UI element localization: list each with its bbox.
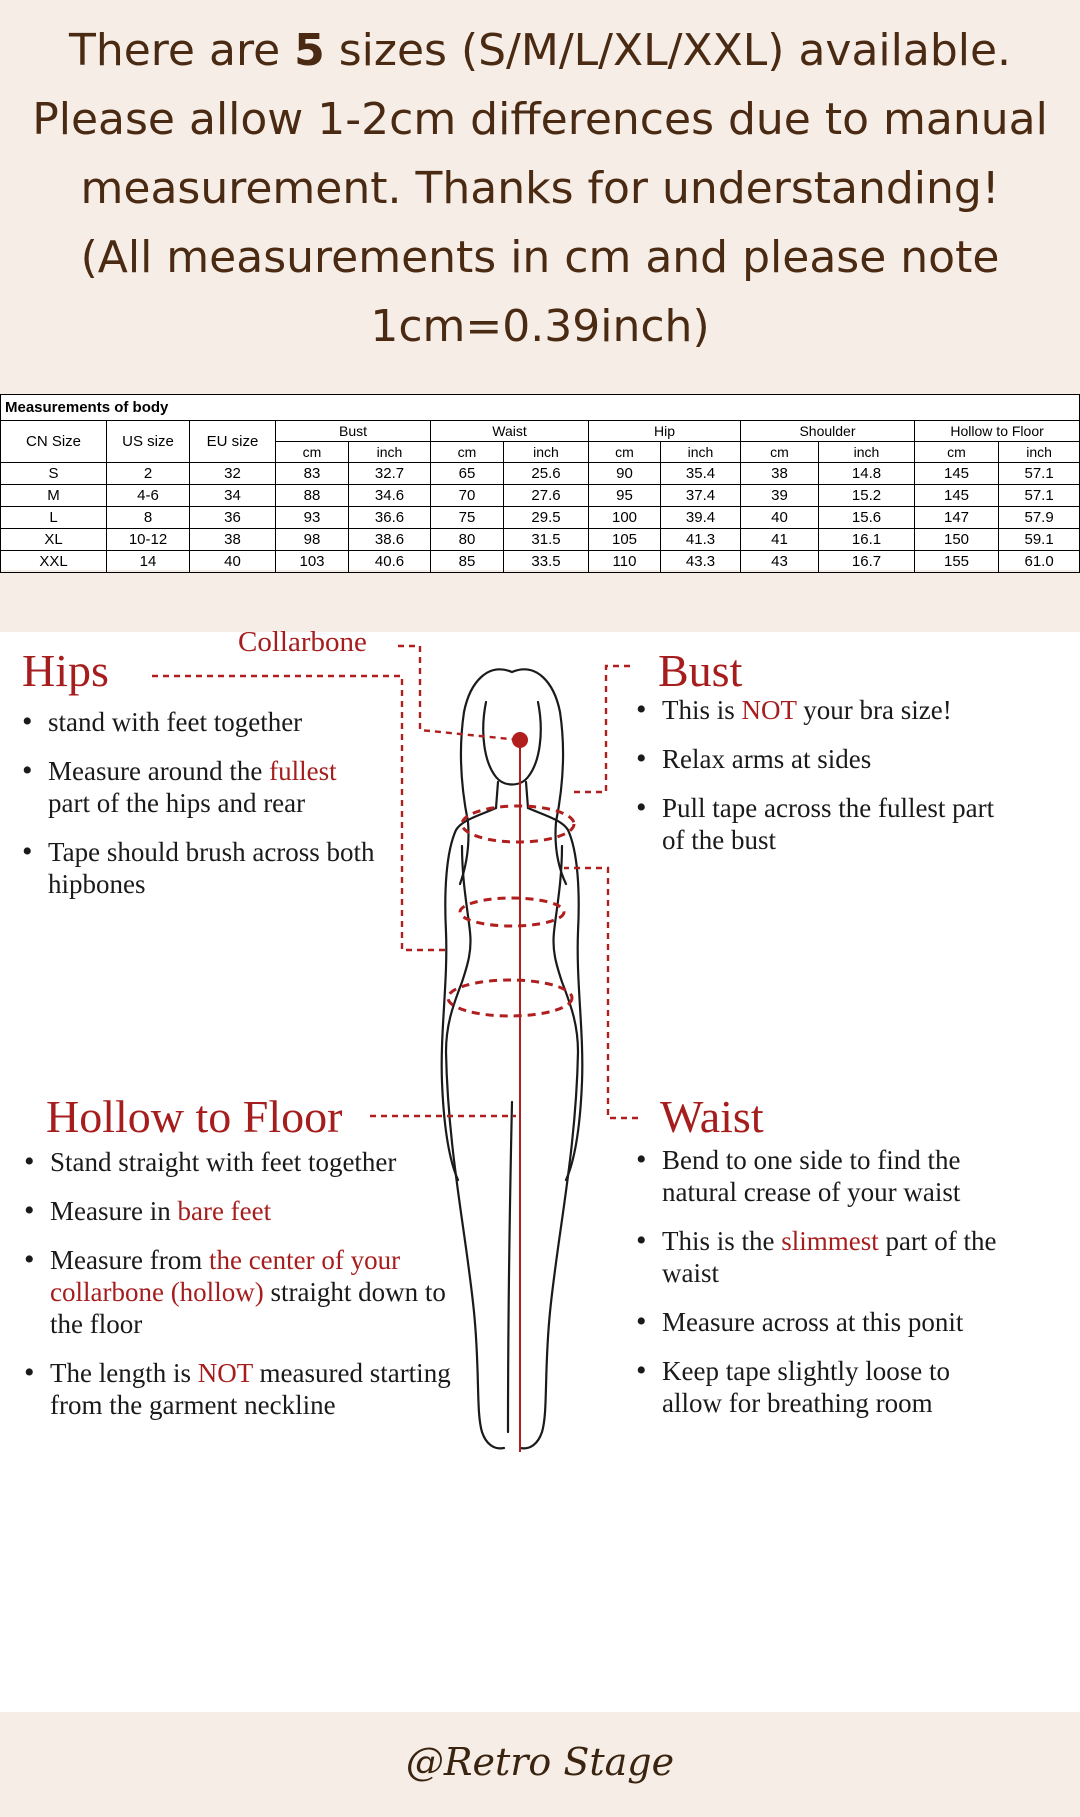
unit-inch: inch	[819, 442, 915, 463]
table-row	[1, 485, 1080, 507]
size-rows	[1, 463, 1080, 573]
table-cell: M	[1, 485, 107, 507]
measurement-guide	[0, 626, 1080, 1712]
bust-instructions	[636, 694, 1016, 873]
table-cell: 10-12	[107, 529, 190, 551]
table-cell: 37.4	[661, 485, 741, 507]
table-cell: 103	[276, 551, 349, 573]
hollow-to-floor-instructions	[24, 1146, 454, 1438]
size-table	[0, 394, 1080, 573]
table-cell: 93	[276, 507, 349, 529]
table-cell: 25.6	[504, 463, 589, 485]
table-cell: 16.1	[819, 529, 915, 551]
table-cell: 80	[431, 529, 504, 551]
hollow-emphasis: the center of your collarbone (hollow)	[50, 1245, 401, 1307]
table-cell: 29.5	[504, 507, 589, 529]
hollow-to-floor-heading: Hollow to Floor	[46, 1091, 343, 1142]
table-row	[1, 463, 1080, 485]
table-cell: 16.7	[819, 551, 915, 573]
table-caption: Measurements of body	[1, 395, 1080, 421]
table-cell: 40	[190, 551, 276, 573]
unit-cm: cm	[589, 442, 661, 463]
size-count: 5	[294, 25, 325, 76]
col-group-hip: Hip	[589, 421, 741, 442]
notice-line-5: 1cm=0.39inch)	[370, 301, 710, 352]
table-cell: 145	[915, 485, 999, 507]
waist-tip-text: Measure across at this ponit	[662, 1307, 964, 1337]
table-cell: 38	[190, 529, 276, 551]
table-cell: 38.6	[349, 529, 431, 551]
hips-tip-text: part of the hips and rear	[48, 788, 306, 818]
table-cell: 34	[190, 485, 276, 507]
table-row	[1, 529, 1080, 551]
col-group-bust: Bust	[276, 421, 431, 442]
table-cell: 88	[276, 485, 349, 507]
col-group-waist: Waist	[431, 421, 589, 442]
table-cell: XXL	[1, 551, 107, 573]
notice-line-2: Please allow 1-2cm differences due to manual	[32, 94, 1048, 145]
unit-cm: cm	[741, 442, 819, 463]
waist-leader	[564, 868, 638, 1118]
table-cell: 57.1	[999, 485, 1080, 507]
table-cell: 100	[589, 507, 661, 529]
bust-tip-text: your bra size!	[796, 695, 952, 725]
table-cell: 35.4	[661, 463, 741, 485]
unit-cm: cm	[431, 442, 504, 463]
footer	[0, 1712, 1080, 1817]
waist-tip-3	[636, 1306, 1016, 1338]
notice-line-3: measurement. Thanks for understanding!	[80, 163, 1000, 214]
table-cell: 14.8	[819, 463, 915, 485]
table-row	[1, 507, 1080, 529]
col-us-size: US size	[107, 421, 190, 463]
waist-tip-1	[636, 1144, 1016, 1208]
size-chart	[0, 394, 1080, 570]
table-cell: 83	[276, 463, 349, 485]
col-eu-size: EU size	[190, 421, 276, 463]
waist-tip-2	[636, 1225, 1016, 1289]
table-cell: L	[1, 507, 107, 529]
hollow-tip-text: Measure in	[50, 1196, 178, 1226]
hips-emphasis: fullest	[269, 756, 337, 786]
table-cell: 95	[589, 485, 661, 507]
waist-tip-text: This is the	[662, 1226, 782, 1256]
hollow-tip-4	[24, 1357, 454, 1421]
table-row	[1, 551, 1080, 573]
col-group-hollow-to-floor: Hollow to Floor	[915, 421, 1080, 442]
table-cell: 145	[915, 463, 999, 485]
table-cell: 33.5	[504, 551, 589, 573]
bust-emphasis: NOT	[741, 695, 797, 725]
hips-heading: Hips	[22, 645, 109, 696]
table-cell: 38	[741, 463, 819, 485]
table-cell: 32.7	[349, 463, 431, 485]
waist-tip-text: part of the waist	[662, 1226, 997, 1288]
bust-tip-1	[636, 694, 1016, 726]
table-cell: 39	[741, 485, 819, 507]
notice-line-1	[0, 16, 1080, 85]
bust-tip-2	[636, 743, 1016, 775]
table-cell: 36	[190, 507, 276, 529]
table-cell: 15.6	[819, 507, 915, 529]
hollow-tip-text: Stand straight with feet together	[50, 1147, 397, 1177]
waist-tip-text: Keep tape slightly loose to allow for breathing room	[662, 1356, 950, 1418]
table-cell: 40.6	[349, 551, 431, 573]
table-cell: 65	[431, 463, 504, 485]
bust-tip-text: Pull tape across the fullest part of the bust	[662, 793, 995, 855]
hips-instructions	[22, 706, 382, 917]
bust-tape	[462, 806, 574, 842]
hips-tip-1	[22, 706, 382, 738]
table-cell: 34.6	[349, 485, 431, 507]
table-cell: 36.6	[349, 507, 431, 529]
table-cell: 43	[741, 551, 819, 573]
bust-heading: Bust	[658, 645, 743, 696]
notice-line-4: (All measurements in cm and please note	[80, 232, 1000, 283]
table-cell: 41.3	[661, 529, 741, 551]
bust-leader	[572, 666, 630, 792]
col-group-shoulder: Shoulder	[741, 421, 915, 442]
waist-heading: Waist	[660, 1091, 764, 1142]
table-cell: 85	[431, 551, 504, 573]
col-cn-size: CN Size	[1, 421, 107, 463]
table-cell: 98	[276, 529, 349, 551]
hips-tip-3	[22, 836, 382, 900]
hollow-tip-2	[24, 1195, 454, 1227]
hollow-emphasis: NOT	[197, 1358, 253, 1388]
bust-tip-text: Relax arms at sides	[662, 744, 872, 774]
table-cell: 57.9	[999, 507, 1080, 529]
unit-inch: inch	[504, 442, 589, 463]
hollow-tip-1	[24, 1146, 454, 1178]
waist-tip-4	[636, 1355, 1016, 1419]
waist-emphasis: slimmest	[781, 1226, 879, 1256]
collarbone-leader	[398, 646, 520, 740]
collarbone-label: Collarbone	[238, 626, 367, 658]
hips-tip-text: Tape should brush across both hipbones	[48, 837, 375, 899]
table-cell: 31.5	[504, 529, 589, 551]
table-cell: 39.4	[661, 507, 741, 529]
hip-tape	[448, 980, 572, 1016]
table-cell: 41	[741, 529, 819, 551]
table-cell: 2	[107, 463, 190, 485]
table-cell: 61.0	[999, 551, 1080, 573]
unit-inch: inch	[349, 442, 431, 463]
unit-cm: cm	[276, 442, 349, 463]
hollow-tip-text: The length is	[50, 1358, 198, 1388]
table-cell: 40	[741, 507, 819, 529]
table-cell: S	[1, 463, 107, 485]
waist-instructions	[636, 1144, 1016, 1436]
body-outline	[442, 669, 583, 1448]
hollow-tip-3	[24, 1244, 454, 1340]
unit-inch: inch	[999, 442, 1080, 463]
bust-tip-3	[636, 792, 1016, 856]
table-cell: XL	[1, 529, 107, 551]
table-cell: 8	[107, 507, 190, 529]
table-cell: 27.6	[504, 485, 589, 507]
hollow-tip-text: measured starting from the garment neckline	[50, 1358, 451, 1420]
brand-signature: @Retro Stage	[405, 1740, 675, 1784]
unit-cm: cm	[915, 442, 999, 463]
table-cell: 4-6	[107, 485, 190, 507]
hollow-tip-text: Measure from	[50, 1245, 209, 1275]
table-cell: 70	[431, 485, 504, 507]
hollow-tip-text: straight down to the floor	[50, 1277, 446, 1339]
table-cell: 155	[915, 551, 999, 573]
bust-tip-text: This is	[662, 695, 742, 725]
table-cell: 147	[915, 507, 999, 529]
table-cell: 90	[589, 463, 661, 485]
table-cell: 57.1	[999, 463, 1080, 485]
notice-text: sizes (S/M/L/XL/XXL) available.	[324, 25, 1012, 76]
waist-tape	[460, 898, 564, 926]
table-cell: 15.2	[819, 485, 915, 507]
hips-tip-2	[22, 755, 382, 819]
table-cell: 75	[431, 507, 504, 529]
table-cell: 32	[190, 463, 276, 485]
table-cell: 110	[589, 551, 661, 573]
hollow-emphasis: bare feet	[177, 1196, 272, 1226]
notice-text: There are	[68, 25, 295, 76]
table-cell: 43.3	[661, 551, 741, 573]
table-cell: 14	[107, 551, 190, 573]
table-cell: 105	[589, 529, 661, 551]
unit-inch: inch	[661, 442, 741, 463]
table-cell: 59.1	[999, 529, 1080, 551]
hips-tip-text: stand with feet together	[48, 707, 303, 737]
waist-tip-text: Bend to one side to find the natural crease of your waist	[662, 1145, 961, 1207]
table-cell: 150	[915, 529, 999, 551]
header-notice	[0, 0, 1080, 384]
hips-tip-text: Measure around the	[48, 756, 270, 786]
